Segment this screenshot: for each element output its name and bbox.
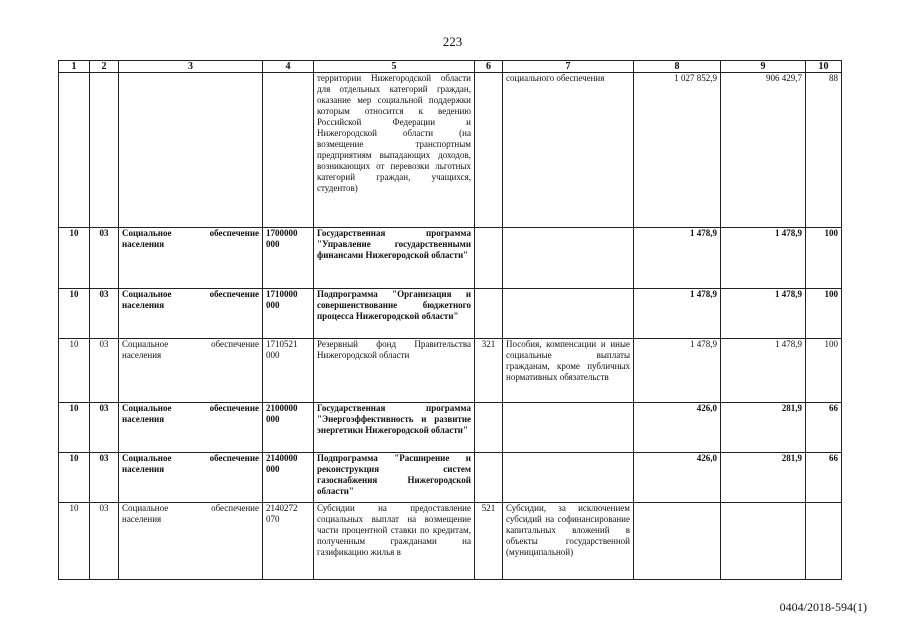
planned-amount-cell: 1 478,9 (634, 228, 721, 289)
expense-type-code-cell (475, 289, 503, 339)
percent-cell: 100 (806, 228, 842, 289)
expense-type-name-cell: Пособия, компенсации и иные социальные выплаты гражданам, кроме публичных нормативных обязательств (503, 339, 634, 403)
section-name-cell: Социальное обеспечение населения (119, 339, 263, 403)
target-name-cell: Государственная программа "Управление государственными финансами Нижегородской области" (314, 228, 475, 289)
section-name-cell: Социальное обеспечение населения (119, 503, 263, 580)
table-row (59, 453, 842, 503)
subsection-cell: 03 (90, 403, 119, 453)
table-row (59, 403, 842, 453)
section-cell: 10 (59, 403, 90, 453)
target-name-cell: территории Нижегородской области для отдельных категорий граждан, оказание мер социальной поддержки которым относится к ведению Российской Федерации и Нижегородской области (на возмещение транспортным предприятиям выпадающих доходов, возникающих от перевозки льготных категорий граждан, учащихся, студентов) (314, 73, 475, 228)
section-name-cell: Социальное обеспечение населения (119, 289, 263, 339)
percent-cell: 100 (806, 339, 842, 403)
expense-type-name-cell (503, 289, 634, 339)
actual-amount-cell: 281,9 (721, 403, 806, 453)
expense-type-code-cell: 321 (475, 339, 503, 403)
percent-cell (806, 503, 842, 580)
section-cell (59, 73, 90, 228)
target-name-cell: Государственная программа "Энергоэффективность и развитие энергетики Нижегородской области" (314, 403, 475, 453)
table-row (59, 73, 842, 228)
expense-type-code-cell (475, 403, 503, 453)
actual-amount-cell: 1 478,9 (721, 289, 806, 339)
subsection-cell: 03 (90, 228, 119, 289)
expense-type-name-cell (503, 228, 634, 289)
table-row (59, 289, 842, 339)
planned-amount-cell: 1 027 852,9 (634, 73, 721, 228)
planned-amount-cell: 426,0 (634, 453, 721, 503)
expense-type-name-cell: социального обеспечения (503, 73, 634, 228)
planned-amount-cell: 426,0 (634, 403, 721, 453)
target-code-cell (263, 73, 314, 228)
page-number: 223 (442, 34, 463, 49)
actual-amount-cell: 281,9 (721, 453, 806, 503)
subsection-cell: 03 (90, 339, 119, 403)
column-header: 6 (475, 61, 503, 73)
target-code-cell: 2140000 000 (263, 453, 314, 503)
column-header: 3 (119, 61, 263, 73)
subsection-cell (90, 73, 119, 228)
section-name-cell (119, 73, 263, 228)
expense-type-code-cell (475, 73, 503, 228)
target-name-cell: Субсидии на предоставление социальных выплат на возмещение части процентной ставки по кредитам, полученным гражданами на газификацию жилья в (314, 503, 475, 580)
column-header: 5 (314, 61, 475, 73)
target-name-cell: Подпрограмма "Расширение и реконструкция систем газоснабжения Нижегородской области" (314, 453, 475, 503)
actual-amount-cell: 906 429,7 (721, 73, 806, 228)
column-header: 10 (806, 61, 842, 73)
expense-type-code-cell: 521 (475, 503, 503, 580)
subsection-cell: 03 (90, 503, 119, 580)
actual-amount-cell: 1 478,9 (721, 228, 806, 289)
expense-type-name-cell: Субсидии, за исключением субсидий на софинансирование капитальных вложений в объекты государственной (муниципальной) (503, 503, 634, 580)
document-code: 0404/2018-594(1) (779, 600, 867, 614)
section-cell: 10 (59, 228, 90, 289)
expense-type-code-cell (475, 453, 503, 503)
percent-cell: 66 (806, 453, 842, 503)
column-header: 2 (90, 61, 119, 73)
header-row (59, 61, 842, 73)
target-name-cell: Подпрограмма "Организация и совершенствование бюджетного процесса Нижегородской области" (314, 289, 475, 339)
expense-type-name-cell (503, 403, 634, 453)
target-code-cell: 2140272 070 (263, 503, 314, 580)
section-cell: 10 (59, 339, 90, 403)
section-cell: 10 (59, 453, 90, 503)
column-header: 9 (721, 61, 806, 73)
column-header: 7 (503, 61, 634, 73)
section-cell: 10 (59, 503, 90, 580)
section-name-cell: Социальное обеспечение населения (119, 403, 263, 453)
budget-execution-table (58, 60, 842, 580)
subsection-cell: 03 (90, 289, 119, 339)
target-name-cell: Резервный фонд Правительства Нижегородской области (314, 339, 475, 403)
actual-amount-cell (721, 503, 806, 580)
table-row (59, 339, 842, 403)
expense-type-name-cell (503, 453, 634, 503)
actual-amount-cell: 1 478,9 (721, 339, 806, 403)
subsection-cell: 03 (90, 453, 119, 503)
column-header: 8 (634, 61, 721, 73)
table-row (59, 503, 842, 580)
target-code-cell: 1710521 000 (263, 339, 314, 403)
column-header: 4 (263, 61, 314, 73)
section-name-cell: Социальное обеспечение населения (119, 453, 263, 503)
percent-cell: 66 (806, 403, 842, 453)
percent-cell: 88 (806, 73, 842, 228)
target-code-cell: 2100000 000 (263, 403, 314, 453)
planned-amount-cell: 1 478,9 (634, 339, 721, 403)
target-code-cell: 1700000 000 (263, 228, 314, 289)
expense-type-code-cell (475, 228, 503, 289)
planned-amount-cell (634, 503, 721, 580)
table-row (59, 228, 842, 289)
section-cell: 10 (59, 289, 90, 339)
target-code-cell: 1710000 000 (263, 289, 314, 339)
percent-cell: 100 (806, 289, 842, 339)
planned-amount-cell: 1 478,9 (634, 289, 721, 339)
column-header: 1 (59, 61, 90, 73)
section-name-cell: Социальное обеспечение населения (119, 228, 263, 289)
